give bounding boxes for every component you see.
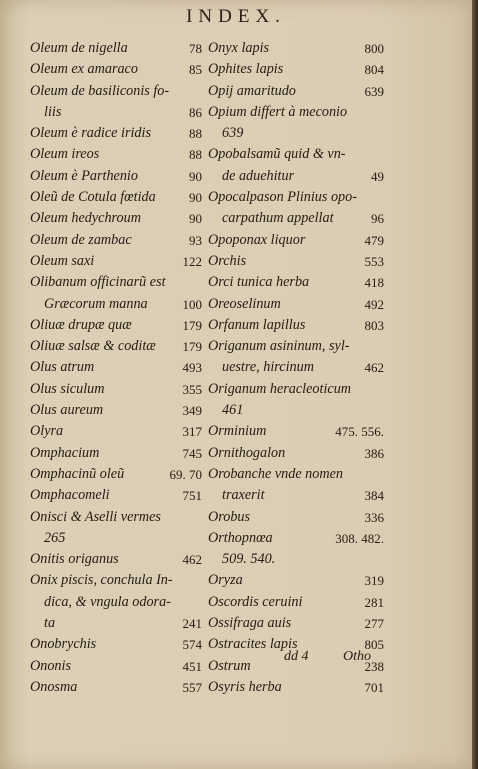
index-entry (30, 38, 202, 59)
index-entry (30, 528, 202, 549)
index-entry-text: Oleum è radice iridis (30, 125, 151, 142)
index-page-number: 386 (364, 445, 384, 461)
page-title: INDEX. (186, 6, 286, 27)
index-page-number: 355 (182, 381, 202, 397)
index-entry (30, 59, 202, 80)
index-entry (30, 485, 202, 506)
index-page-number: 701 (364, 679, 384, 695)
index-entry (208, 251, 384, 272)
page-footer (0, 649, 472, 671)
index-entry-text: Ophites lapis (208, 61, 284, 78)
index-entry-text: Olyra (30, 423, 64, 440)
index-entry (30, 144, 202, 165)
index-entry (30, 102, 202, 123)
index-page-number: 751 (182, 488, 202, 504)
index-page-number: 492 (364, 296, 384, 312)
index-entry-text: Oleum hedychroum (30, 210, 141, 227)
index-entry (208, 102, 384, 123)
index-entry (208, 187, 384, 208)
index-entry-text: Onix piscis, conchula In- (30, 572, 173, 589)
index-entry-text: Orfanum lapillus (208, 316, 306, 333)
index-entry (30, 357, 202, 378)
index-entry (30, 315, 202, 336)
index-entry (30, 123, 202, 144)
index-entry (208, 464, 384, 485)
index-page-number: 69. 70 (169, 466, 202, 482)
index-entry (30, 166, 202, 187)
index-entry-text: Oleũ de Cotula fœtida (30, 189, 156, 206)
index-entry-text: Omphacomeli (30, 487, 110, 504)
index-page-number: 462 (182, 552, 202, 568)
index-entry (208, 549, 384, 570)
index-page-number: 238 (364, 658, 384, 674)
index-entry (30, 272, 202, 293)
index-page-number: 349 (182, 403, 202, 419)
index-page-number: 336 (364, 509, 384, 525)
index-page-number: 800 (364, 41, 384, 56)
index-column-right (208, 38, 384, 698)
index-page-number: 745 (182, 445, 202, 461)
index-entry (30, 208, 202, 229)
index-entry-text: Omphacium (30, 444, 100, 461)
index-entry (208, 230, 384, 251)
index-entry (208, 144, 384, 165)
index-entry-text: Opocalpason Plinius opo- (208, 189, 357, 206)
index-entry-text: Olibanum officinarũ est (30, 274, 166, 291)
index-entry (208, 507, 384, 528)
index-entry (208, 443, 384, 464)
signature-mark: dd 4 (284, 649, 309, 664)
index-entry-text: Orci tunica herba (208, 274, 310, 291)
index-entry (30, 549, 202, 570)
index-entry-text: Opobalsamũ quid & vn- (208, 146, 346, 163)
index-entry-text: Ossifraga auis (208, 615, 292, 632)
index-page-number: 493 (182, 360, 202, 376)
index-entry-text: 509. 540. (222, 551, 276, 568)
index-page-number: 557 (182, 679, 202, 695)
index-entry (30, 421, 202, 442)
index-entry-text: Osyris herba (208, 678, 282, 695)
index-page-number: 384 (364, 488, 384, 504)
index-column-left (30, 38, 202, 698)
index-entry (208, 38, 384, 59)
index-entry-text: uestre, hircinum (222, 359, 314, 376)
index-entry (208, 400, 384, 421)
index-entry (208, 677, 384, 698)
index-entry-text: Olus aureum (30, 402, 104, 419)
index-entry (208, 208, 384, 229)
index-entry-text: Ostracites lapis (208, 636, 298, 653)
index-page-number: 88 (189, 126, 202, 142)
index-entry (30, 251, 202, 272)
index-entry-text: Oleum saxi (30, 252, 95, 269)
index-entry-text: Oleum de nigella (30, 40, 128, 56)
index-entry (30, 187, 202, 208)
index-entry (30, 592, 202, 613)
index-page-number: 319 (364, 573, 384, 589)
index-entry-text: Onobrychis (30, 636, 97, 653)
index-page-number: 475. 556. (335, 424, 384, 440)
index-entry-text: Oleum ireos (30, 146, 100, 163)
index-entry (208, 272, 384, 293)
index-entry-text: Origanum asininum, syl- (208, 338, 350, 355)
index-entry (208, 123, 384, 144)
index-page-number: 78 (189, 41, 202, 56)
index-entry-text: Oscordis ceruini (208, 593, 303, 610)
index-entry-text: Opij amaritudo (208, 82, 296, 99)
index-entry (30, 570, 202, 591)
index-page-number: 277 (364, 616, 384, 632)
index-entry-text: Oleum è Parthenio (30, 167, 138, 184)
index-entry (208, 336, 384, 357)
index-entry (30, 294, 202, 315)
index-entry-text: Oliuæ salsæ & coditæ (30, 338, 156, 355)
index-entry-text: Omphacinũ oleũ (30, 465, 125, 482)
index-entry-text: Olus siculum (30, 380, 105, 397)
index-entry-text: Oliuæ drupæ quæ (30, 316, 132, 333)
index-page-number: 803 (364, 317, 384, 333)
index-entry-text: Ornithogalon (208, 444, 286, 461)
index-entry-text: traxerit (222, 487, 265, 504)
index-page-number: 317 (182, 424, 202, 440)
index-entry-text: de aduehitur (222, 167, 295, 184)
index-entry-text: Onisci & Aselli vermes (30, 508, 161, 525)
index-entry-text: Orminium (208, 423, 267, 440)
index-entry-text: carpathum appellat (222, 210, 334, 227)
index-entry (208, 315, 384, 336)
index-page-number: 86 (189, 104, 202, 120)
index-entry-text: Olus atrum (30, 359, 95, 376)
index-entry-text: Orobanche vnde nomen (208, 465, 344, 482)
index-entry (30, 507, 202, 528)
index-entry-text: Onyx lapis (208, 40, 270, 56)
index-page-number: 479 (364, 232, 384, 248)
index-entry-text: Onosma (30, 678, 78, 695)
index-entry-text: Oleum ex amaraco (30, 61, 138, 78)
index-entry (30, 613, 202, 634)
index-page-number: 281 (364, 594, 384, 610)
index-page-number: 90 (189, 190, 202, 206)
index-page-number: 241 (182, 616, 202, 632)
index-page-number: 96 (371, 211, 384, 227)
index-entry (208, 166, 384, 187)
index-page-number: 574 (182, 637, 202, 653)
index-entry-text: dica, & vngula odora- (44, 593, 171, 610)
index-entry-text: Græcorum manna (44, 295, 148, 312)
index-entry (208, 81, 384, 102)
index-entry-text: ta (44, 615, 56, 632)
index-entry-text: Onitis origanus (30, 551, 119, 568)
index-entry (208, 570, 384, 591)
index-entry-text: Origanum heracleoticum (208, 380, 352, 397)
index-entry (208, 592, 384, 613)
index-entry-text: 461 (222, 402, 244, 419)
index-entry-text: Oleum de zambac (30, 231, 132, 248)
index-entry (30, 443, 202, 464)
index-page-number: 90 (189, 211, 202, 227)
index-entry-text: Opium differt à meconio (208, 103, 348, 120)
index-page-number: 553 (364, 253, 384, 269)
index-entry-text: Ononis (30, 657, 71, 674)
index-entry-text: Orthopnœa (208, 529, 273, 546)
index-entry (208, 613, 384, 634)
index-entry (208, 379, 384, 400)
index-page-number: 85 (189, 62, 202, 78)
index-page-number: 100 (182, 296, 202, 312)
index-page-number: 88 (189, 147, 202, 163)
index-entry (208, 59, 384, 80)
index-entry-text: Oleum de basiliconis fo- (30, 82, 170, 99)
index-page-number: 451 (182, 658, 202, 674)
index-entry (208, 357, 384, 378)
index-page-number: 639 (364, 83, 384, 99)
index-entry-text: liis (44, 103, 62, 120)
index-page-number: 418 (364, 275, 384, 291)
index-entry-text: Oreoselinum (208, 295, 281, 312)
index-page-number: 805 (364, 637, 384, 653)
index-page-number: 90 (189, 168, 202, 184)
index-entry-text: Orchis (208, 252, 247, 269)
index-page-number: 462 (364, 360, 384, 376)
index-entry-text: 639 (222, 125, 244, 142)
index-page-number: 179 (182, 317, 202, 333)
index-entry (208, 528, 384, 549)
index-page-number: 122 (182, 253, 202, 269)
index-page-number: 179 (182, 339, 202, 355)
index-entry-text: Opoponax liquor (208, 231, 306, 248)
index-page-number: 93 (189, 232, 202, 248)
index-page-number: 308. 482. (335, 530, 384, 546)
index-entry (30, 230, 202, 251)
index-entry (30, 400, 202, 421)
index-entry (30, 464, 202, 485)
index-page-number: 804 (364, 62, 384, 78)
catchword: Otho (343, 649, 371, 664)
index-entry (208, 485, 384, 506)
index-entry (208, 421, 384, 442)
index-entry-text: Ostrum (208, 657, 251, 674)
index-entry-text: 265 (44, 529, 66, 546)
index-entry (208, 294, 384, 315)
index-entry (30, 81, 202, 102)
index-entry (30, 677, 202, 698)
index-entry (30, 379, 202, 400)
index-entry-text: Orobus (208, 508, 251, 525)
index-entry (30, 336, 202, 357)
index-page-number: 49 (371, 168, 384, 184)
page-edge (472, 0, 478, 769)
index-entry-text: Oryza (208, 572, 243, 589)
